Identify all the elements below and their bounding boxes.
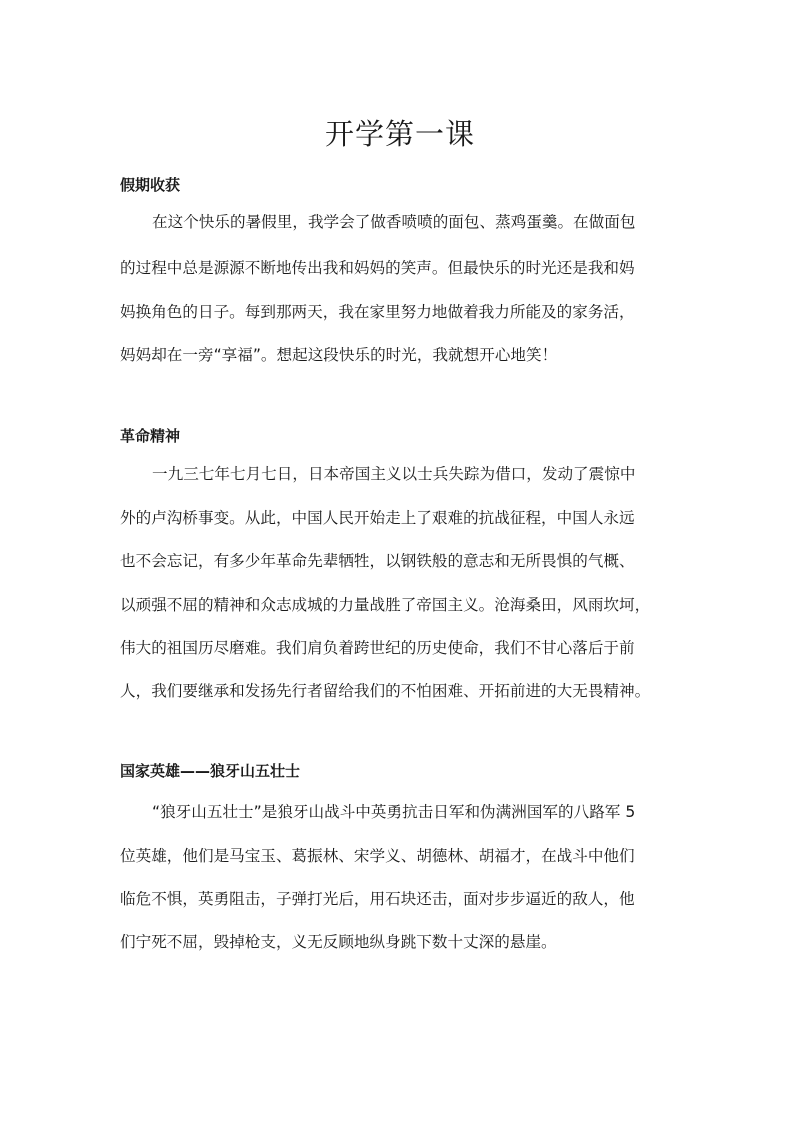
- paragraph-line: 以顽强不屈的精神和众志成城的力量战胜了帝国主义。沧海桑田，风雨坎坷，: [120, 596, 651, 614]
- paragraph-line: 伟大的祖国历尽磨难。我们肩负着跨世纪的历史使命，我们不甘心落后于前: [120, 639, 635, 657]
- paragraph-line: 妈妈却在一旁“享福”。想起这段快乐的时光，我就想开心地笑！: [120, 346, 558, 364]
- paragraph-line: 临危不惧，英勇阻击，子弹打光后，用石块还击，面对步步逼近的敌人，他: [120, 890, 635, 908]
- paragraph-line: 妈换角色的日子。每到那两天，我在家里努力地做着我力所能及的家务活，: [120, 303, 635, 321]
- section-heading-heroes: 国家英雄——狼牙山五壮士: [120, 762, 301, 780]
- paragraph-line: 的过程中总是源源不断地传出我和妈妈的笑声。但最快乐的时光还是我和妈: [120, 259, 635, 277]
- section-heading-revolution: 革命精神: [120, 427, 181, 445]
- paragraph-line: 一九三七年七月七日，日本帝国主义以士兵失踪为借口，发动了震惊中: [152, 465, 636, 483]
- paragraph-line: “狼牙山五壮士”是狼牙山战斗中英勇抗击日军和伪满洲国军的八路军 5: [152, 803, 636, 821]
- paragraph-line: 也不会忘记，有多少年革命先辈牺牲，以钢铁般的意志和无所畏惧的气概、: [120, 552, 635, 570]
- page-title: 开学第一课: [324, 117, 475, 151]
- paragraph-line: 在这个快乐的暑假里，我学会了做香喷喷的面包、蒸鸡蛋羹。在做面包: [152, 213, 636, 231]
- paragraph-line: 位英雄，他们是马宝玉、葛振林、宋学义、胡德林、胡福才，在战斗中他们: [120, 847, 635, 865]
- section-heading-vacation: 假期收获: [120, 176, 181, 194]
- paragraph-line: 人，我们要继承和发扬先行者留给我们的不怕困难、开拓前进的大无畏精神。: [120, 682, 651, 700]
- paragraph-line: 外的卢沟桥事变。从此，中国人民开始走上了艰难的抗战征程，中国人永远: [120, 509, 635, 527]
- paragraph-line: 们宁死不屈，毁掉枪支，义无反顾地纵身跳下数十丈深的悬崖。: [120, 933, 557, 951]
